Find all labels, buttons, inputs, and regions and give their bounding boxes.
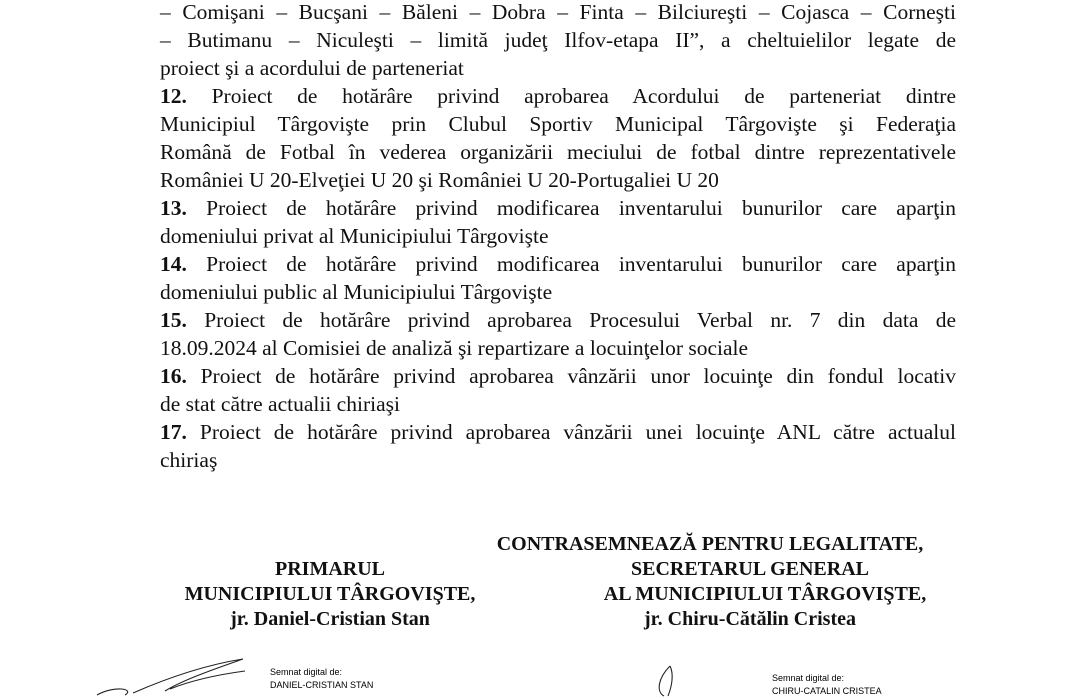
mayor-digital-stamp-name: DANIEL-CRISTIAN STAN [270, 680, 374, 690]
secretary-name: jr. Chiru-Cătălin Cristea [643, 608, 857, 630]
mayor-handwritten-signature [95, 655, 255, 696]
item-11-continuation-line-1: – Comişani – Bucşani – Băleni – Dobra – Finta – Bilciureşti – Cojasca – Corneşti [160, 0, 956, 24]
mayor-digital-stamp-label: Semnat digital de: [270, 667, 343, 677]
item-15-line-1 [160, 307, 956, 333]
item-17-number: 17. [160, 420, 187, 444]
mayor-name: jr. Daniel-Cristian Stan [230, 608, 430, 630]
item-16-line-1 [160, 363, 956, 389]
item-15-text: Proiect de hotărâre privind aprobarea Procesului Verbal nr. 7 din data de [204, 308, 956, 332]
item-13-text: Proiect de hotărâre privind modificarea inventarului bunurilor care aparţin [206, 196, 957, 220]
item-14-line-2: domeniului public al Municipiului Târgovişte [160, 280, 553, 304]
item-11-continuation-line-3: proiect şi a acordului de parteneriat [160, 56, 464, 80]
mayor-title: PRIMARUL [275, 558, 385, 580]
secretary-institution: AL MUNICIPIULUI TÂRGOVIŞTE, [603, 583, 927, 605]
item-17-line-1 [160, 419, 956, 445]
item-14-line-1 [160, 251, 956, 277]
secretary-digital-stamp-label: Semnat digital de: [772, 673, 845, 683]
item-14-number: 14. [160, 252, 187, 276]
item-15-line-2: 18.09.2024 al Comisiei de analiză şi repartizare a locuinţelor sociale [160, 336, 749, 360]
item-17-line-2: chiriaş [160, 448, 218, 472]
item-13-number: 13. [160, 196, 187, 220]
item-13-line-2: domeniului privat al Municipiului Târgovişte [160, 224, 549, 248]
item-16-text: Proiect de hotărâre privind aprobarea vânzării unor locuinţe din fondul locativ [200, 364, 956, 388]
item-12-text: Proiect de hotărâre privind aprobarea Acordului de parteneriat dintre [211, 84, 956, 108]
item-12-line-2: Municipiul Târgovişte prin Clubul Sportiv Municipal Târgovişte şi Federaţia [160, 112, 956, 136]
item-17-text: Proiect de hotărâre privind aprobarea vânzării unei locuinţe ANL către actualul [199, 420, 956, 444]
item-14-text: Proiect de hotărâre privind modificarea inventarului bunurilor care aparţin [206, 252, 957, 276]
item-12-line-1 [160, 83, 956, 109]
item-16-number: 16. [160, 364, 187, 388]
item-15-number: 15. [160, 308, 187, 332]
item-13-line-1 [160, 195, 956, 221]
item-16-line-2: de stat către actualii chiriaşi [160, 392, 400, 416]
item-12-line-3: Română de Fotbal în vederea organizării meciului de fotbal dintre reprezentativele [160, 140, 956, 164]
mayor-institution: MUNICIPIULUI TÂRGOVIŞTE, [184, 583, 476, 605]
secretary-digital-stamp-name: CHIRU-CATALIN CRISTEA [772, 686, 882, 696]
countersign-header: CONTRASEMNEAZĂ PENTRU LEGALITATE, [496, 533, 924, 555]
item-12-line-4: României U 20-Elveţiei U 20 şi României U 20-Portugaliei U 20 [160, 168, 719, 192]
secretary-title: SECRETARUL GENERAL [630, 558, 870, 580]
secretary-handwritten-signature [650, 664, 690, 696]
item-11-continuation-line-2: – Butimanu – Niculeşti – limită judeţ Ilfov-etapa II”, a cheltuielilor legate de [160, 28, 956, 52]
item-12-number: 12. [160, 84, 187, 108]
